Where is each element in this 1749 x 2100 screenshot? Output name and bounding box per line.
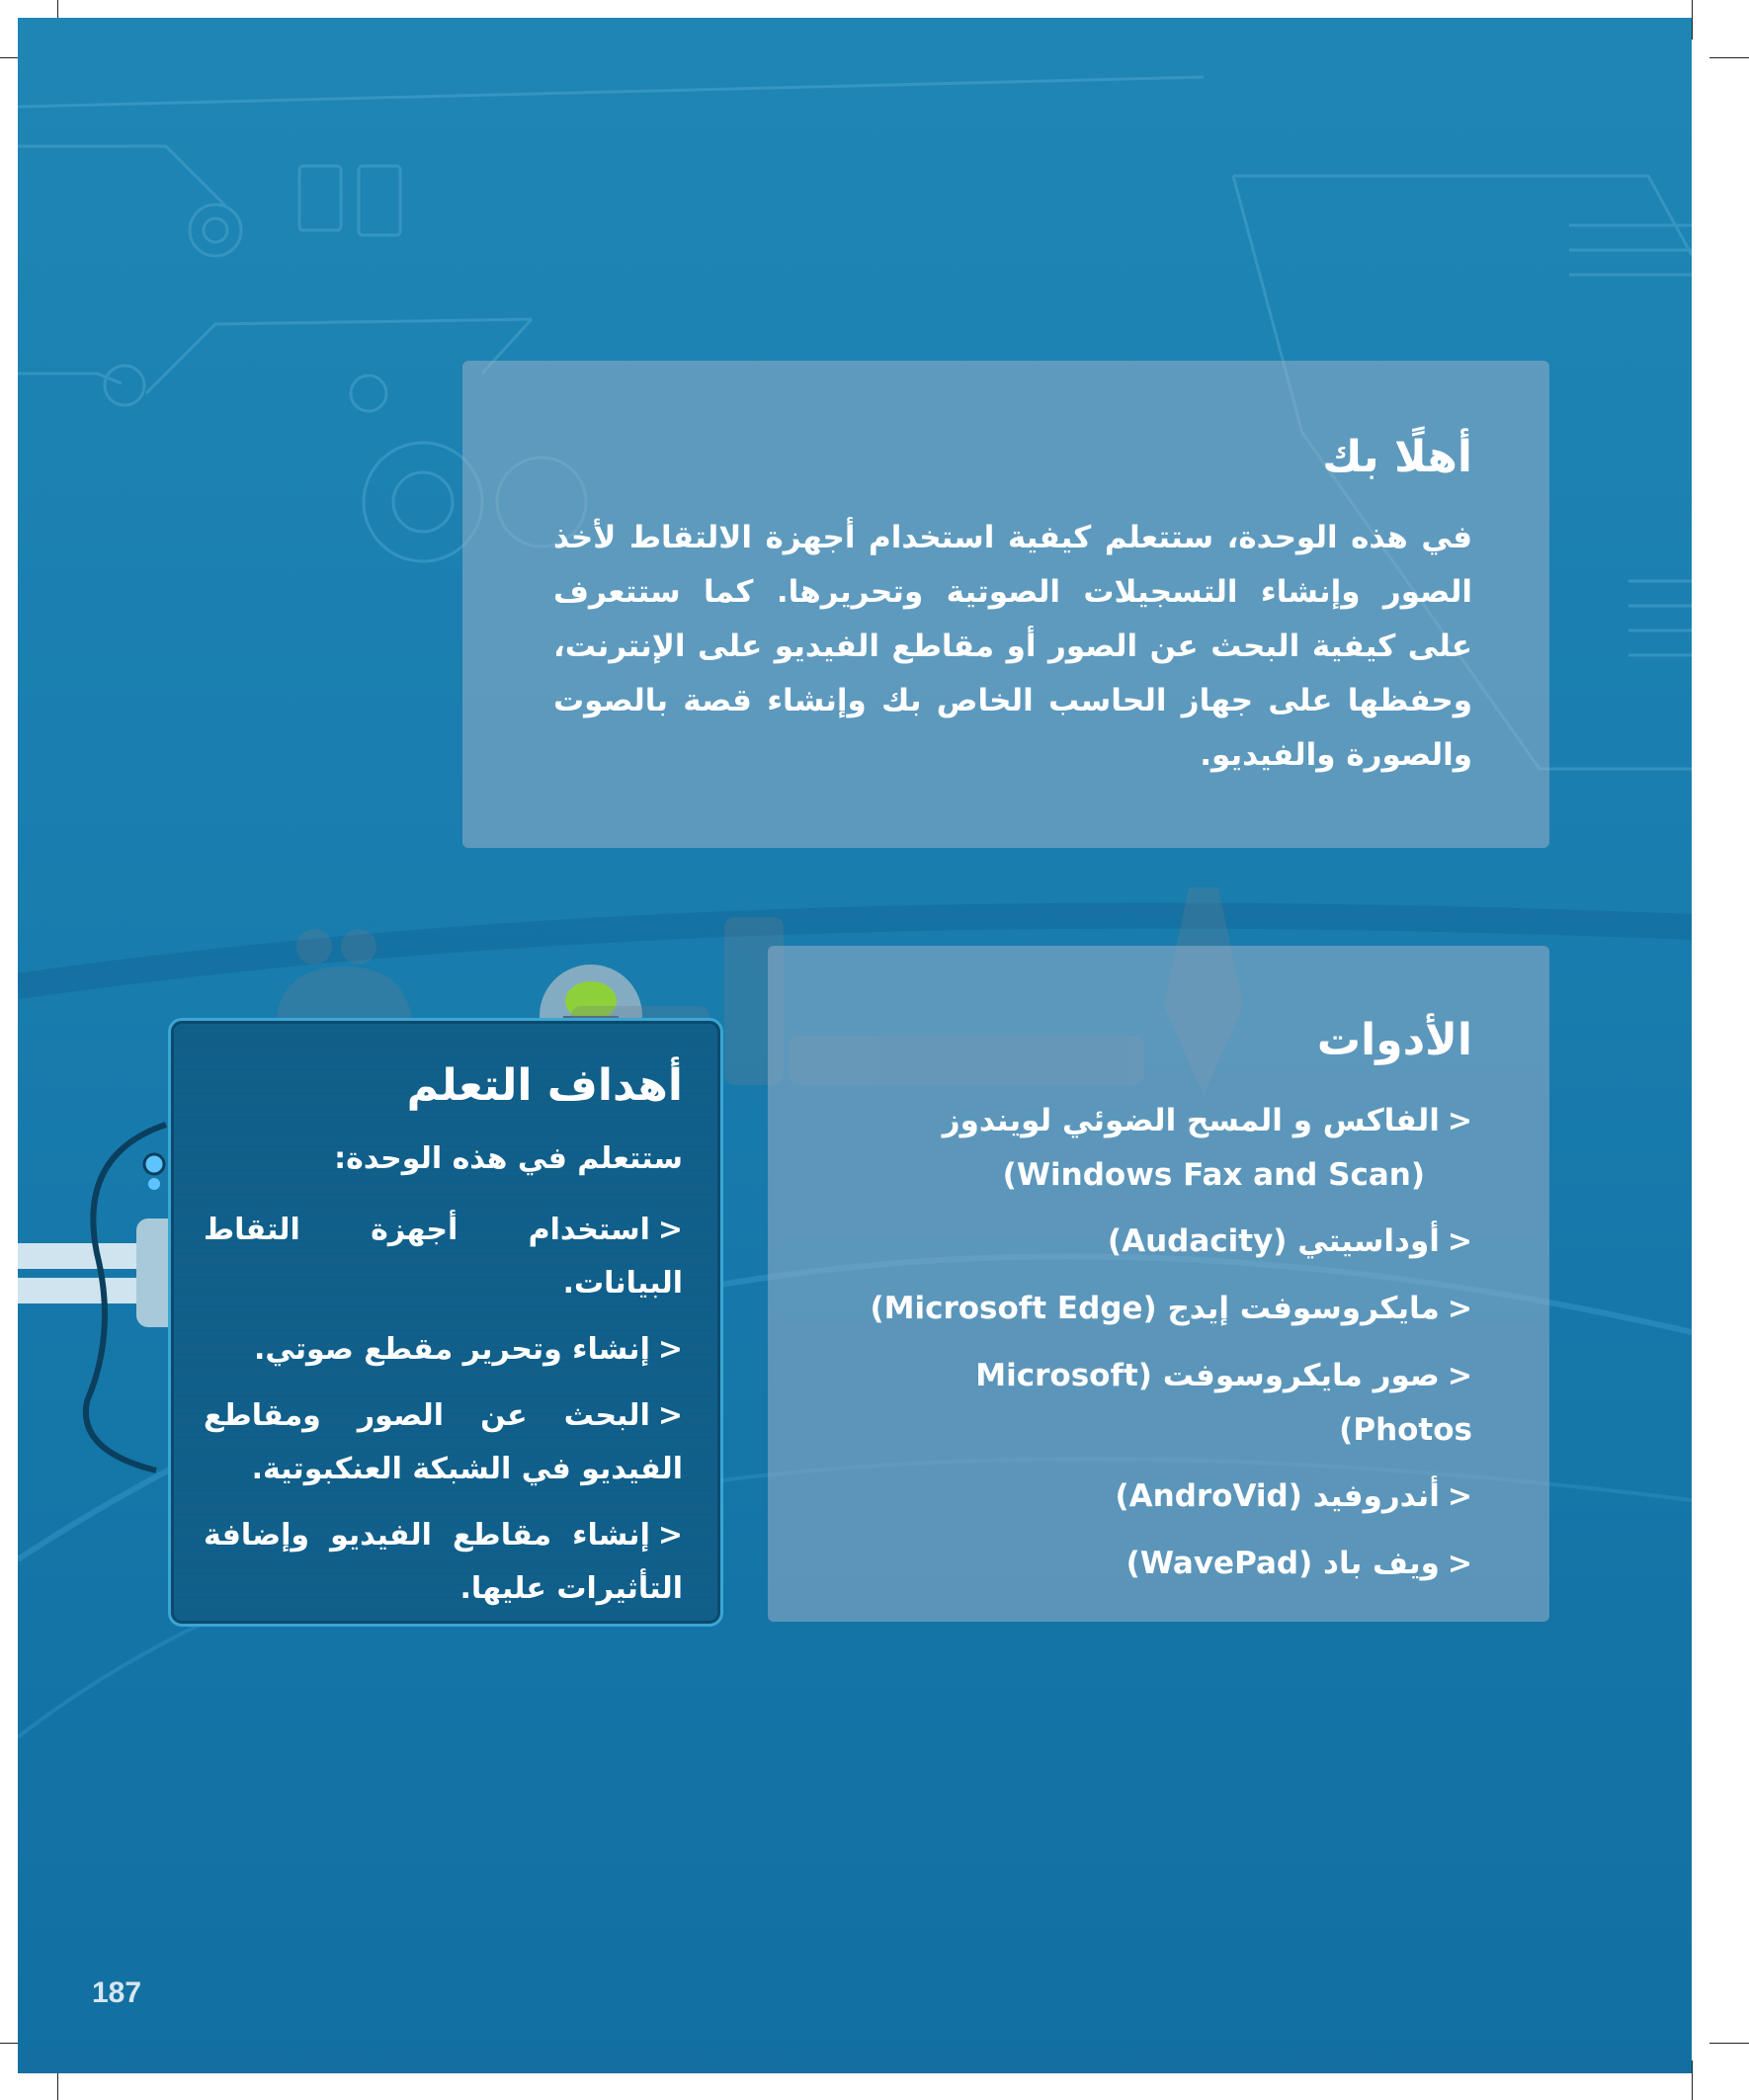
tools-title: الأدوات	[1316, 1015, 1472, 1065]
goal-item: <إنشاء وتحرير مقطع صوتي.	[254, 1332, 683, 1367]
bullet-arrow-icon: <	[1447, 1359, 1472, 1393]
bullet-arrow-icon: <	[1447, 1547, 1472, 1581]
tool-item: <مايكروسوفت إيدج (Microsoft Edge)	[870, 1291, 1472, 1326]
bullet-arrow-icon: <	[1447, 1479, 1472, 1514]
tool-item: <أوداسيتي (Audacity)	[1107, 1223, 1472, 1259]
crop-mark	[1709, 57, 1749, 58]
goal-item: <البحث عن الصور ومقاطع الفيديو في الشبكة العنكبوتية.	[204, 1398, 683, 1486]
bullet-arrow-icon: <	[657, 1398, 683, 1433]
crop-mark	[1692, 0, 1693, 40]
goals-intro: ستتعلم في هذه الوحدة:	[334, 1141, 683, 1176]
connector-bar	[18, 1243, 156, 1269]
tools-panel	[768, 946, 1549, 1622]
welcome-title: أهلًا بك	[1322, 432, 1472, 482]
bullet-arrow-icon: <	[1447, 1224, 1472, 1259]
crop-mark	[1709, 2043, 1749, 2044]
bullet-arrow-icon: <	[657, 1213, 683, 1247]
page-number: 187	[92, 1976, 142, 2009]
tool-item: <ويف باد (WavePad)	[1125, 1546, 1472, 1581]
tool-item: <الفاكس و المسح الضوئي لويندوز (Windows Fax and Scan)	[840, 1094, 1472, 1202]
bullet-arrow-icon: <	[1447, 1292, 1472, 1326]
tools-list	[840, 1094, 1472, 1604]
goals-list	[204, 1204, 683, 1629]
welcome-panel	[462, 361, 1549, 848]
crop-mark	[1692, 2060, 1693, 2100]
tool-item: <صور مايكروسوفت (Microsoft Photos)	[975, 1358, 1472, 1448]
goal-item: <إنشاء مقاطع الفيديو وإضافة التأثيرات عليها.	[204, 1518, 683, 1606]
tool-item: <أندروفيد (AndroVid)	[1115, 1478, 1472, 1514]
goal-item: <استخدام أجهزة التقاط البيانات.	[204, 1213, 683, 1301]
bullet-arrow-icon: <	[657, 1518, 683, 1553]
learning-goals-panel	[168, 1018, 723, 1627]
bullet-arrow-icon: <	[657, 1332, 683, 1367]
goals-title: أهداف التعلم	[406, 1060, 683, 1111]
tool-item-subtitle: (Windows Fax and Scan)	[1002, 1157, 1425, 1193]
welcome-body: في هذه الوحدة، ستتعلم كيفية استخدام أجهزة الالتقاط لأخذ الصور وإنشاء التسجيلات الصوتية وتحريرها. كما ستتعرف على كيفية البحث عن الصور أو مقاطع الفيديو على الإنترنت، وحفظها على جهاز الحاسب الخاص بك وإنشاء قصة بالصوت والصورة والفيديو.	[553, 520, 1472, 773]
bullet-arrow-icon: <	[1447, 1104, 1472, 1138]
